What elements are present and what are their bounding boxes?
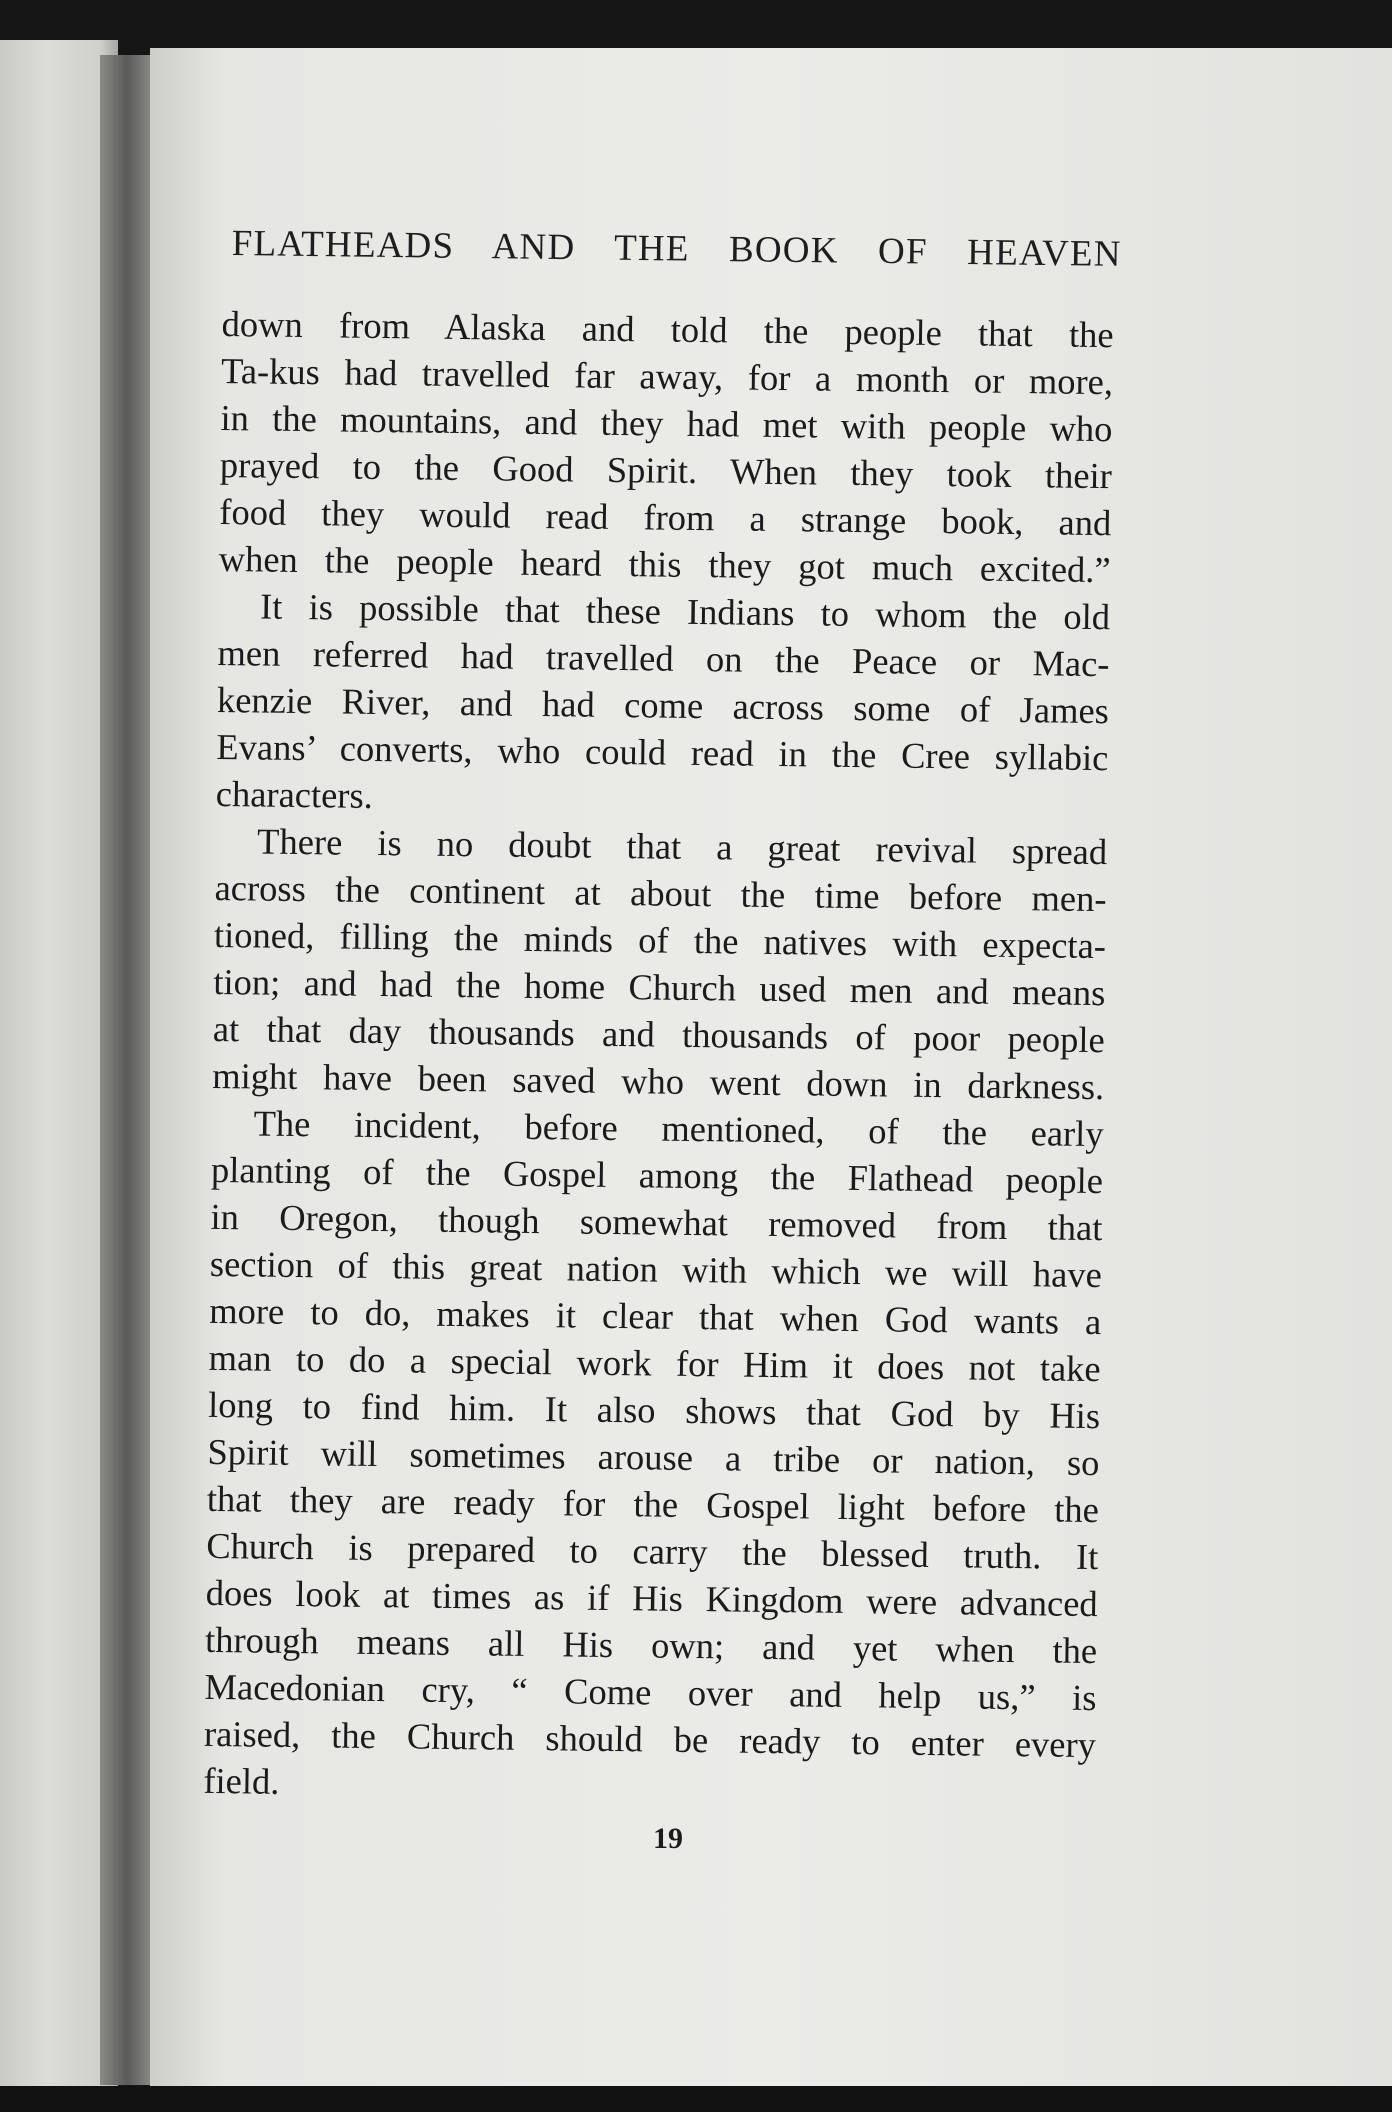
text-line: might have been saved who went down in darkness. [211,1054,1105,1108]
text-line: Macedonian cry, “ Come over and help us,” is [204,1665,1097,1719]
text-line: tioned, filling the minds of the natives with expecta- [213,913,1107,967]
page-body [203,300,1114,1815]
text-line: section of this great nation with which we will have [209,1242,1103,1296]
text-line: man to do a special work for Him it does not take [208,1336,1101,1390]
text-line: in the mountains, and they had met with people who [220,396,1113,450]
text-line: The incident, before mentioned, of the early [253,1102,1104,1155]
text-line: prayed to the Good Spirit. When they took their [219,443,1113,497]
text-line: raised, the Church should be ready to enter every [203,1712,1097,1766]
text-line: kenzie River, and had come across some of James [216,678,1110,732]
text-line: planting of the Gospel among the Flathead people [210,1148,1104,1202]
text-line: through means all His own; and yet when the [204,1618,1098,1672]
text-line: Ta-kus had travelled far away, for a month or more, [220,349,1114,403]
page-number: 19 [653,1822,683,1855]
text-line: that they are ready for the Gospel light before the [206,1477,1100,1531]
text-line: Evans’ converts, who could read in the Cree syllabic [216,725,1109,779]
text-line: Church is prepared to carry the blessed truth. It [206,1524,1099,1578]
text-line: characters. [215,772,374,816]
text-line: It is possible that these Indians to whom the old [259,585,1111,638]
text-line: Spirit will sometimes arouse a tribe or nation, so [207,1430,1100,1484]
text-line: across the continent at about the time before men- [214,866,1107,920]
text-line: when the people heard this they got much excited.” [218,537,1111,591]
text-line: men referred had travelled on the Peace or Mac- [217,631,1110,685]
text-line: There is no doubt that a great revival spread [256,820,1108,873]
text-line: more to do, makes it clear that when God wants a [209,1289,1102,1343]
text-line: in Oregon, though somewhat removed from that [210,1195,1103,1249]
text-line: food they would read from a strange book, and [219,490,1112,544]
scan-bottom-edge [0,2086,1392,2112]
text-line: at that day thousands and thousands of poor people [212,1007,1106,1061]
text-line: field. [203,1759,280,1802]
text-line: long to find him. It also shows that God by His [207,1383,1101,1437]
text-line: does look at times as if His Kingdom were advanced [205,1571,1098,1625]
text-line: down from Alaska and told the people that the [221,302,1114,356]
text-line: tion; and had the home Church used men and means [213,960,1106,1014]
running-head: FLATHEADS AND THE BOOK OF HEAVEN [231,222,1122,275]
